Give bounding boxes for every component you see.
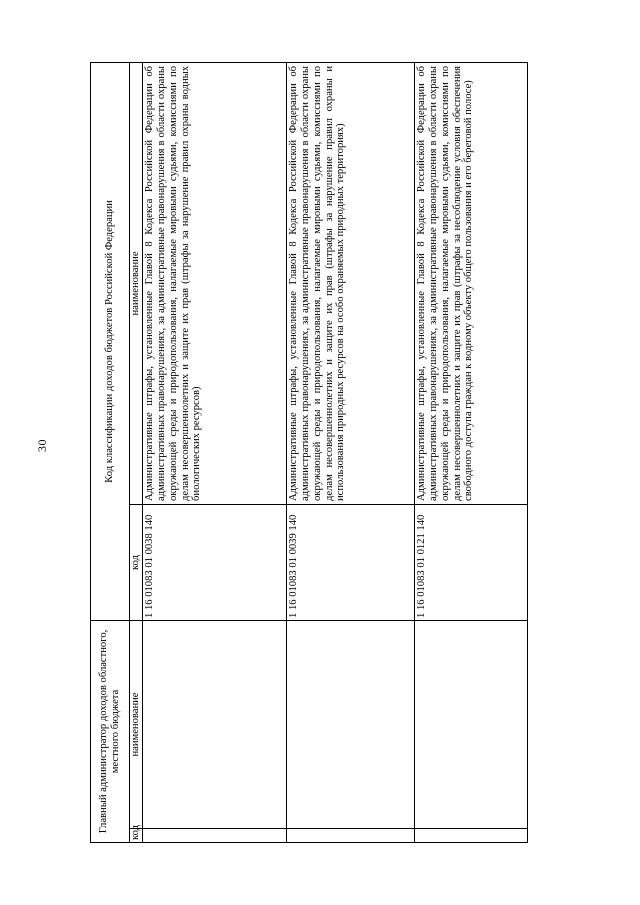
budget-name-cell: Административные штрафы, установленные Главой 8 Кодекса Российской Федерации об административных правонарушениях, за административные правонарушения в области охраны окружающей среды и природопользования, налагаемые мировыми судьями, комиссиями по делам несовершеннолетних и защите их прав (штрафы за несоблюдение условия обеспечения свободного доступа граждан к водному объекту общего пользования и его береговой полосе) xyxy=(415,62,528,504)
admin-code-header: код xyxy=(130,829,143,843)
table-row xyxy=(287,62,415,842)
admin-name-header: наименование xyxy=(130,620,143,828)
budget-name-cell: Административные штрафы, установленные Главой 8 Кодекса Российской Федерации об административных правонарушениях, за административные правонарушения в области охраны окружающей среды и природопользования, налагаемые мировыми судьями, комиссиями по делам несовершеннолетних и защите их прав (штрафы за нарушение правил охраны водных биологических ресурсов) xyxy=(143,62,287,504)
budget-code-header: код xyxy=(130,504,143,620)
budget-name-cell: Административные штрафы, установленные Главой 8 Кодекса Российской Федерации об административных правонарушениях, за административные правонарушения в области охраны окружающей среды и природопользования, налагаемые мировыми судьями, комиссиями по делам несовершеннолетних и защите их прав (штрафы за нарушение правил охраны и использования природных ресурсов на особо охраняемых природных территориях) xyxy=(287,62,415,504)
budget-code-cell: 1 16 01083 01 0039 140 xyxy=(287,504,415,620)
admin-code-cell xyxy=(143,829,287,843)
table-row xyxy=(415,62,528,842)
admin-name-cell xyxy=(287,620,415,828)
admin-code-cell xyxy=(287,829,415,843)
budget-code-cell: 1 16 01083 01 0038 140 xyxy=(143,504,287,620)
budget-code-cell: 1 16 01083 01 0121 140 xyxy=(415,504,528,620)
admin-name-cell xyxy=(143,620,287,828)
table-row xyxy=(143,62,287,842)
budget-classification-table xyxy=(90,62,528,843)
admin-name-cell xyxy=(415,620,528,828)
header-row-sub xyxy=(130,62,143,842)
rotated-table-container xyxy=(90,63,490,843)
budget-group-header: Код классификации доходов бюджетов Российской Федерации xyxy=(91,62,130,620)
admin-code-cell xyxy=(415,829,528,843)
header-row-groups xyxy=(91,62,130,842)
budget-name-header: наименование xyxy=(130,62,143,504)
admin-group-header: Главный администратор доходов областного, местного бюджета xyxy=(91,620,130,842)
page-number: 30 xyxy=(35,439,49,452)
